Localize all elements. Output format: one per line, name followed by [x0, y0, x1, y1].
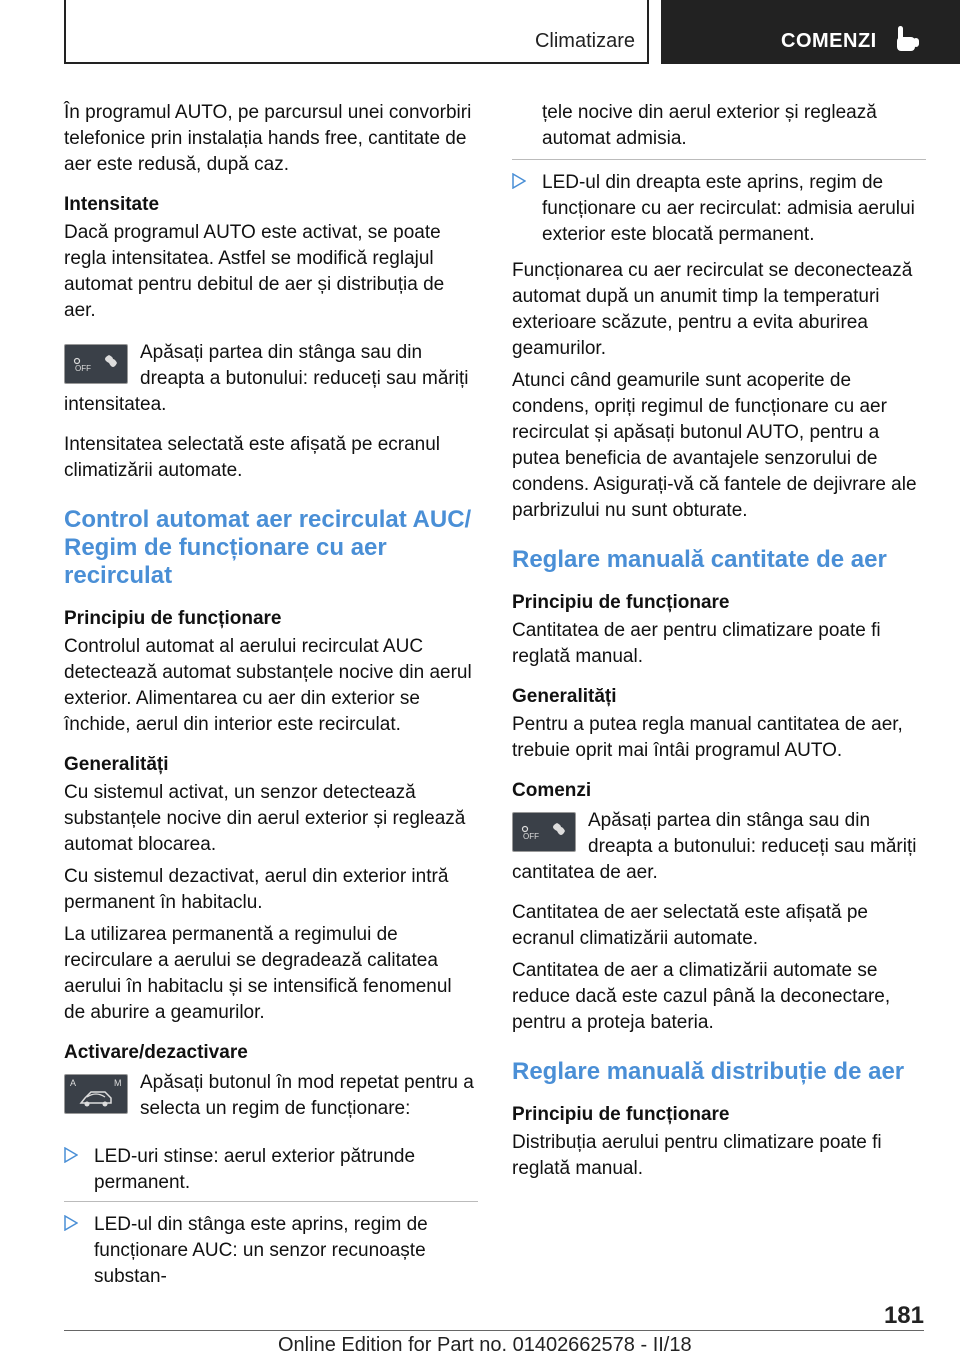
- paragraph: Cantitatea de aer pentru climatizare poate fi reglată manual.: [512, 620, 881, 667]
- bullet-triangle-icon: [64, 1147, 78, 1163]
- subheading-generalitati: Generalități: [512, 686, 617, 707]
- subheading-comenzi: Comenzi: [512, 780, 592, 801]
- footer-edition: Online Edition for Part no. 01402662578 - II/18: [278, 1334, 692, 1356]
- list-item-text: LED-ul din dreapta este aprins, regim de funcționare cu aer recirculat: admisia aerului exterior este blocată permanent.: [542, 172, 915, 245]
- section-heading-cantitate: Reglare manuală cantitate de aer: [512, 546, 887, 573]
- paragraph: În programul AUTO, pe parcursul unei convorbiri telefonice prin instalația hands free, cantitate de aer este redusă, după caz.: [64, 102, 472, 175]
- list-item-text: LED-ul din stânga este aprins, regim de funcționare AUC: un senzor recunoaște substan-: [94, 1214, 428, 1287]
- svg-text:A: A: [70, 1078, 77, 1088]
- subheading-intensitate: Intensitate: [64, 194, 160, 215]
- fan-button-paragraph: [512, 806, 926, 886]
- header-section-box: [64, 0, 649, 64]
- bullet-triangle-icon: [64, 1215, 78, 1231]
- fan-button-image: [512, 812, 576, 852]
- paragraph: Distribuția aerului pentru climatizare poate fi reglată manual.: [512, 1132, 882, 1179]
- auc-button-image: [64, 1074, 128, 1114]
- list-item: [512, 170, 926, 248]
- paragraph: Dacă programul AUTO este activat, se poate regla intensitatea. Astfel se modifică reglajul automat pentru debitul de aer și distribuția de aer.: [64, 222, 445, 321]
- list-item: [64, 1212, 478, 1290]
- fan-button-paragraph: [64, 338, 478, 418]
- section-heading-auc: Control automat aer recirculat AUC/ Regim de funcționare cu aer recirculat: [64, 506, 472, 589]
- bullet-triangle-icon: [512, 173, 526, 189]
- svg-text:M: M: [114, 1078, 122, 1088]
- divider: [512, 159, 926, 160]
- section-heading-distributie: Reglare manuală distribuție de aer: [512, 1058, 905, 1085]
- fan-button-image: [64, 344, 128, 384]
- list-item-continuation: [512, 100, 926, 152]
- subheading-principiu: Principiu de funcționare: [512, 1104, 730, 1125]
- list-item-text: LED-uri stinse: aerul exterior pătrunde permanent.: [94, 1146, 416, 1193]
- paragraph: Apăsați partea din stânga sau din dreapta a butonului: reduceți sau măriți cantitatea de aer.: [512, 810, 917, 883]
- header-chapter-box: [661, 0, 960, 64]
- list-item: [64, 1144, 478, 1196]
- svg-text:OFF: OFF: [75, 364, 91, 373]
- auc-button-paragraph: [64, 1068, 478, 1126]
- header-chapter-title: COMENZI: [781, 30, 877, 52]
- car-recirculation-icon: [65, 1075, 127, 1113]
- paragraph: Controlul automat al aerului recirculat AUC detectează automat substanțele nocive din aerul exterior. Alimentarea cu aer din exterior se închide, aerul din interior este recirculat.: [64, 636, 472, 735]
- paragraph: Apăsați butonul în mod repetat pentru a selecta un regim de funcționare:: [140, 1072, 474, 1119]
- paragraph: Apăsați partea din stânga sau din dreapta a butonului: reduceți sau măriți intensitatea.: [64, 342, 469, 415]
- paragraph: Cantitatea de aer a climatizării automate se reduce dacă este cazul până la deconectare, pentru a proteja bateria.: [512, 960, 891, 1033]
- paragraph: Pentru a putea regla manual cantitatea de aer, trebuie oprit mai întâi programul AUTO.: [512, 714, 903, 761]
- fan-off-icon: [513, 813, 575, 851]
- left-column: [64, 100, 478, 1300]
- subheading-generalitati: Generalități: [64, 754, 169, 775]
- subheading-activare: Activare/dezactivare: [64, 1042, 248, 1063]
- paragraph: Intensitatea selectată este afișată pe ecranul climatizării automate.: [64, 434, 441, 481]
- fan-off-icon: [65, 345, 127, 383]
- subheading-principiu: Principiu de funcționare: [512, 592, 730, 613]
- right-column: [512, 100, 926, 1196]
- paragraph: Atunci când geamurile sunt acoperite de condens, opriți regimul de funcționare cu aer recirculat și apăsați butonul AUTO, pentru a putea beneficia de avantajele senzorului de condens. Asigurați-vă că fantele de dejivrare ale parbrizului nu sunt obturate.: [512, 370, 917, 521]
- svg-text:OFF: OFF: [523, 832, 539, 841]
- list-item-text: țele nocive din aerul exterior și reglează automat admisia.: [542, 102, 877, 149]
- paragraph: Cantitatea de aer selectată este afișată pe ecranul climatizării automate.: [512, 902, 868, 949]
- paragraph: Cu sistemul dezactivat, aerul din exterior intră permanent în habitaclu.: [64, 866, 449, 913]
- page-number: 181: [883, 1302, 924, 1329]
- paragraph: La utilizarea permanentă a regimului de recirculare a aerului se degradează calitatea aerului în habitaclu și se intensifică fenomenul de aburire a geamurilor.: [64, 924, 452, 1023]
- paragraph: Funcționarea cu aer recirculat se deconectează automat după un anumit timp la temperaturi exterioare scăzute, pentru a evita aburirea geamurilor.: [512, 260, 913, 359]
- header-section-title: Climatizare: [534, 30, 635, 52]
- subheading-principiu: Principiu de funcționare: [64, 608, 282, 629]
- pointing-hand-icon: [893, 24, 923, 54]
- footer-divider: [64, 1330, 924, 1331]
- paragraph: Cu sistemul activat, un senzor detectează substanțele nocive din aerul exterior și reglează automat blocarea.: [64, 782, 466, 855]
